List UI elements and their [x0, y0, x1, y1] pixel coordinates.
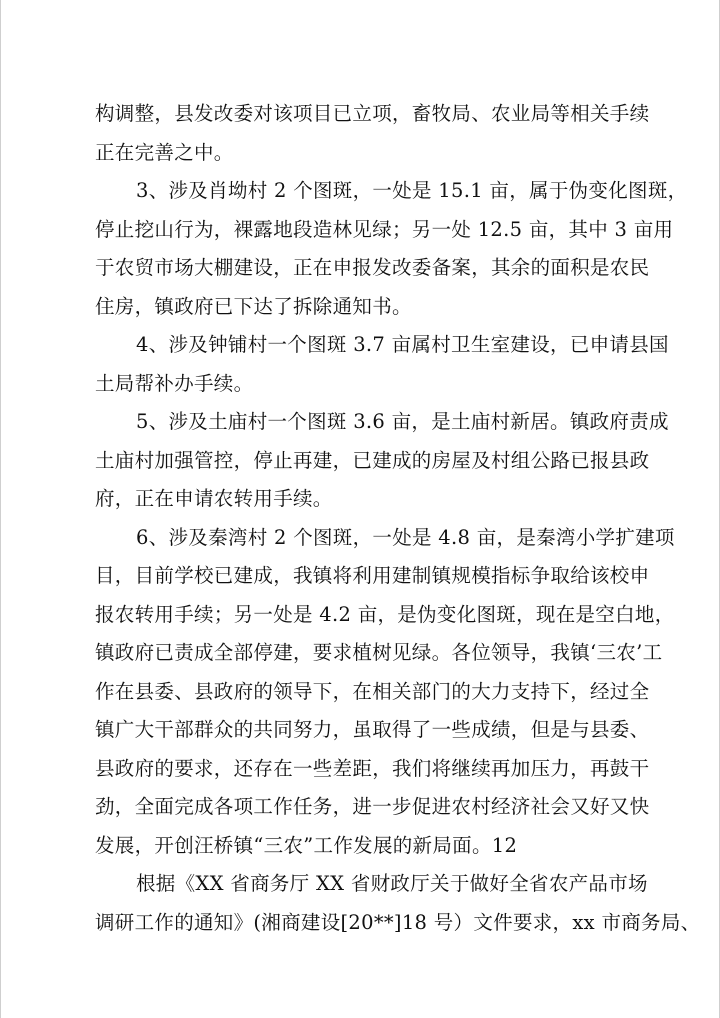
text-line: 土庙村加强管控，停止再建，已建成的房屋及村组公路已报县政: [95, 448, 650, 472]
paragraph-commerce-notice: [95, 865, 701, 942]
text-line: 根据《XX 省商务厅 XX 省财政厅关于做好全省农产品市场: [136, 872, 648, 895]
text-line: 5、涉及土庙村一个图斑 3.6 亩，是土庙村新居。镇政府责成: [136, 410, 669, 433]
paragraph-project-adjustment: [95, 95, 650, 172]
text-line: 府，正在申请农转用手续。: [95, 487, 333, 510]
text-line: 3、涉及肖坳村 2 个图斑，一处是 15.1 亩，属于伪变化图斑，: [136, 179, 688, 202]
text-line: 4、涉及钟铺村一个图斑 3.7 亩属村卫生室建设，已申请县国: [136, 333, 669, 356]
text-line: 调研工作的通知》(湘商建设[20**]18 号）文件要求，xx 市商务局、: [95, 910, 701, 934]
text-line: 目，目前学校已建成，我镇将利用建制镇规模指标争取给该校申: [95, 564, 650, 587]
text-line: 镇广大干部群众的共同努力，虽取得了一些成绩，但是与县委、: [95, 718, 650, 741]
text-line: 报农转用手续；另一处是 4.2 亩，是伪变化图斑，现在是空白地，: [95, 602, 675, 626]
paragraph-xiaoao-village: [95, 172, 688, 326]
text-line: 镇政府已责成全部停建，要求植树见绿。各位领导，我镇‘三农’工: [95, 641, 663, 664]
text-line: 6、涉及秦湾村 2 个图斑，一处是 4.8 亩，是秦湾小学扩建项: [136, 525, 675, 549]
text-line: 劲，全面完成各项工作任务，进一步促进农村经济社会又好又快: [95, 795, 650, 818]
paragraph-qinwan-village: [95, 519, 675, 866]
text-line: 土局帮补办手续。: [95, 371, 254, 395]
text-line: 县政府的要求，还存在一些差距，我们将继续再加压力，再鼓干: [95, 756, 650, 780]
paragraph-zhongpu-village: [95, 326, 669, 403]
text-line: 构调整，县发改委对该项目已立项，畜牧局、农业局等相关手续: [95, 102, 650, 125]
text-line: 于农贸市场大棚建设，正在申报发改委备案，其余的面积是农民: [95, 256, 650, 279]
paragraph-tumiao-village: [95, 403, 669, 519]
text-line: 发展，开创汪桥镇“三农”工作发展的新局面。12: [95, 833, 518, 857]
text-line: 停止挖山行为，裸露地段造林见绿；另一处 12.5 亩，其中 3 亩用: [95, 217, 674, 241]
text-line: 作在县委、县政府的领导下，在相关部门的大力支持下，经过全: [95, 679, 650, 703]
text-line: 住房，镇政府已下达了拆除通知书。: [95, 294, 412, 318]
document-body: [95, 95, 701, 942]
text-line: 正在完善之中。: [95, 140, 234, 164]
